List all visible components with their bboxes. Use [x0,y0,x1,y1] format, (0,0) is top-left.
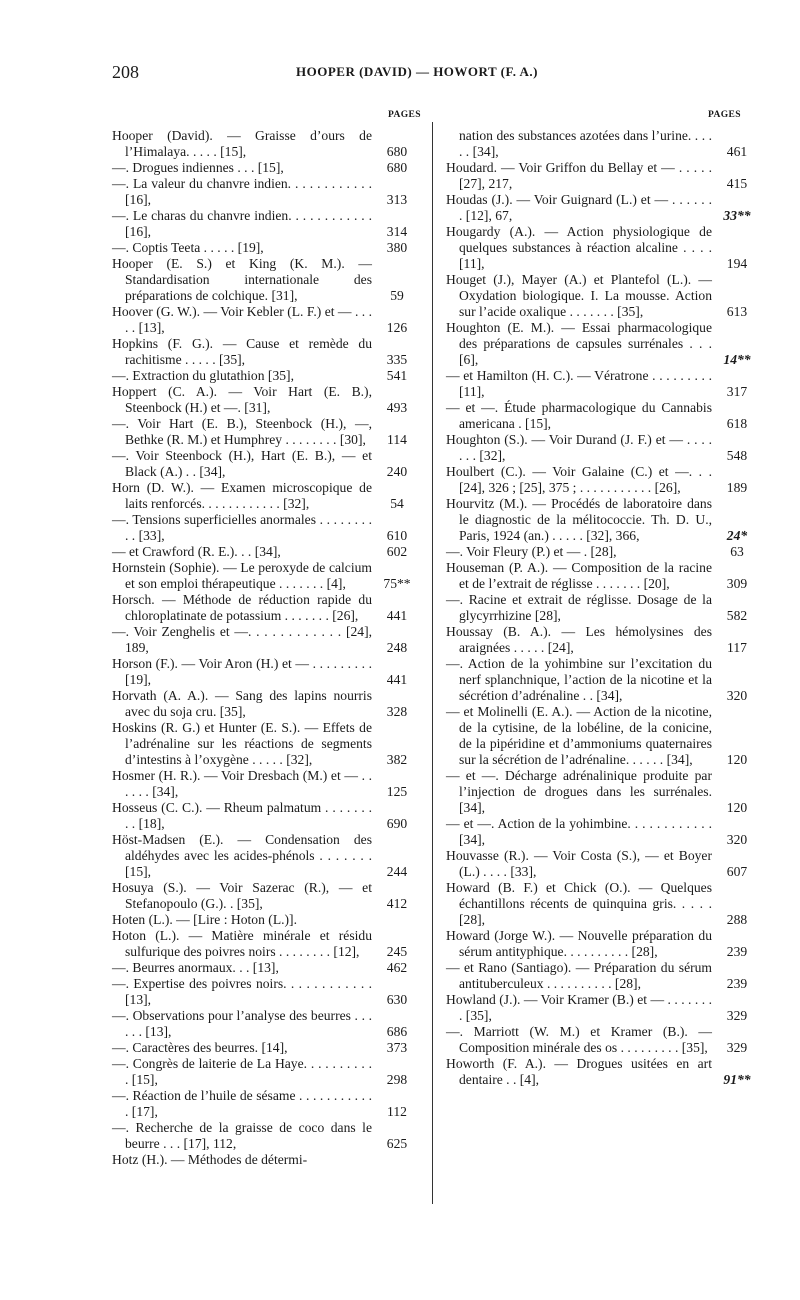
entry-page-ref: 313 [386,192,408,207]
index-entry [112,688,418,720]
entry-page-ref: 112 [387,1104,407,1119]
entry-page-ref: 329 [726,1008,748,1023]
entry-text: —. Coptis Teeta . . . . . [19], [112,240,264,255]
index-entry [112,304,418,336]
index-entry [112,720,418,768]
index-entry [446,880,758,928]
index-entry [446,544,758,560]
column-divider [432,122,433,1204]
entry-text: —. La valeur du chanvre indien. . . . . . . . . . . . [16], [112,176,372,207]
index-entry [112,1056,418,1088]
index-entry [112,1152,418,1168]
index-entry [112,560,418,592]
entry-page-ref: 239 [726,944,748,959]
entry-page-ref: 329 [726,1040,748,1055]
entry-text: — et Crawford (R. E.). . . [34], [112,544,281,559]
index-entry [446,368,758,400]
entry-text: —. Tensions superficielles anormales . . . . . . . . . . [33], [112,512,372,543]
entry-page-ref: 309 [726,576,748,591]
entry-page-ref: 462 [386,960,408,975]
index-entry [446,272,758,320]
entry-text: —. Beurres anormaux. . . [13], [112,960,279,975]
entry-text: Horson (F.). — Voir Aron (H.) et — . . . . . . . . . [19], [112,656,372,687]
entry-text: Howorth (F. A.). — Drogues usitées en art dentaire . . [4], [446,1056,712,1087]
entry-page-ref: 125 [386,784,408,799]
index-entry [112,128,418,160]
entry-page-ref: 189 [726,480,748,495]
entry-text: Howard (B. F.) et Chick (O.). — Quelques échantillons récents de quinquina gris. . . . . [28], [446,880,712,927]
entry-page-ref: 382 [386,752,408,767]
entry-text: Hooper (E. S.) et King (K. M.). — Standardisation internationale des préparations de colchique. [31], [112,256,372,303]
entry-page-ref: 582 [726,608,748,623]
entry-page-ref: 317 [726,384,748,399]
index-entry [446,496,758,544]
entry-text: Houget (J.), Mayer (A.) et Plantefol (L.). — Oxydation biologique. I. La mousse. Action sur l’acide oxalique . . . . . . . [35], [446,272,712,319]
index-entry [112,416,418,448]
index-entry [112,912,418,928]
entry-text: Hoten (L.). — [Lire : Hoton (L.)]. [112,912,297,927]
index-entry [446,704,758,768]
index-entry [446,432,758,464]
entry-text: Hoskins (R. G.) et Hunter (E. S.). — Effets de l’adrénaline sur les réactions de segments d’intestins à l’oxygène . . . . . [32], [112,720,372,767]
index-entry [446,560,758,592]
entry-page-ref: 24* [726,528,748,543]
entry-text: —. Marriott (W. M.) et Kramer (B.). — Composition minérale des os . . . . . . . . . [35], [446,1024,712,1055]
index-entry [112,1120,418,1152]
entry-text: nation des substances azotées dans l’urine. . . . . . [34], [459,128,712,159]
entry-text: Houdas (J.). — Voir Guignard (L.) et — . . . . . . . [12], 67, [446,192,712,223]
entry-page-ref: 690 [386,816,408,831]
entry-text: Houvasse (R.). — Voir Costa (S.), — et Boyer (L.) . . . . [33], [446,848,712,879]
entry-page-ref: 245 [386,944,408,959]
entry-page-ref: 373 [386,1040,408,1055]
entry-text: Houseman (P. A.). — Composition de la racine et de l’extrait de réglisse . . . . . . . [20], [446,560,712,591]
entry-page-ref: 610 [386,528,408,543]
index-entry [112,656,418,688]
index-entry [112,480,418,512]
index-entry [112,800,418,832]
index-entry [112,240,418,256]
index-entry [446,960,758,992]
entry-page-ref: 239 [726,976,748,991]
index-entry [446,160,758,192]
entry-page-ref: 288 [726,912,748,927]
entry-page-ref: 120 [726,752,748,767]
entry-text: Hooper (David). — Graisse d’ours de l’Himalaya. . . . . [15], [112,128,372,159]
index-entry [112,624,418,656]
entry-page-ref: 59 [390,288,404,303]
entry-text: Hornstein (Sophie). — Le peroxyde de calcium et son emploi thérapeutique . . . . . . . [4], [112,560,372,591]
entry-text: —. Expertise des poivres noirs. . . . . . . . . . . . [13], [112,976,372,1007]
index-entry [446,592,758,624]
index-entry [446,192,758,224]
index-entry [446,128,758,160]
index-entry [446,816,758,848]
index-entry [112,592,418,624]
entry-text: — et —. Action de la yohimbine. . . . . . . . . . . . [34], [446,816,712,847]
entry-text: Hotz (H.). — Méthodes de détermi- [112,1152,308,1167]
entry-text: Hosseus (C. C.). — Rheum palmatum . . . . . . . . . [18], [112,800,372,831]
entry-page-ref: 314 [386,224,408,239]
index-entry [112,960,418,976]
entry-text: —. Voir Hart (E. B.), Steenbock (H.), —, Bethke (R. M.) et Humphrey . . . . . . . . [30], [112,416,372,447]
entry-text: Höst-Madsen (E.). — Condensation des aldéhydes avec les acides-phénols . . . . . . . [15], [112,832,372,879]
entry-page-ref: 63 [730,544,744,559]
entry-page-ref: 613 [726,304,748,319]
index-entry [446,928,758,960]
entry-page-ref: 298 [386,1072,408,1087]
entry-text: Houdard. — Voir Griffon du Bellay et — . . . . . [27], 217, [446,160,712,191]
page-header [112,62,722,86]
entry-page-ref: 320 [726,688,748,703]
index-entry [112,880,418,912]
entry-text: —. Extraction du glutathion [35], [112,368,294,383]
entry-page-ref: 607 [726,864,748,879]
entry-text: Horvath (A. A.). — Sang des lapins nourris avec du soja cru. [35], [112,688,372,719]
entry-text: —. Drogues indiennes . . . [15], [112,160,284,175]
index-entry [446,624,758,656]
running-head: HOOPER (DAVID) — HOWORT (F. A.) [296,64,538,79]
entry-page-ref: 630 [386,992,408,1007]
index-entry [112,368,418,384]
entry-text: —. Voir Fleury (P.) et — . [28], [446,544,617,559]
index-entry [112,1008,418,1040]
entry-text: —. Observations pour l’analyse des beurres . . . . . . [13], [112,1008,372,1039]
entry-page-ref: 686 [386,1024,408,1039]
index-entry [112,1088,418,1120]
entry-page-ref: 441 [386,608,408,623]
entry-text: Horn (D. W.). — Examen microscopique de laits renforcés. . . . . . . . . . . . [32], [112,480,372,511]
entry-page-ref: 114 [387,432,407,447]
entry-page-ref: 548 [726,448,748,463]
entry-text: Houlbert (C.). — Voir Galaine (C.) et —. . . [24], 326 ; [25], 375 ; . . . . . . . . . . . [26], [446,464,712,495]
entry-page-ref: 380 [386,240,408,255]
index-entry [112,928,418,960]
entry-page-ref: 441 [386,672,408,687]
entry-text: —. Voir Zenghelis et —. . . . . . . . . . . . [24], 189, [112,624,372,655]
entry-text: —. Le charas du chanvre indien. . . . . . . . . . . . [16], [112,208,372,239]
entry-text: —. Voir Steenbock (H.), Hart (E. B.), — et Black (A.) . . [34], [112,448,372,479]
index-entry [446,848,758,880]
entry-page-ref: 415 [726,176,748,191]
entry-text: Hourvitz (M.). — Procédés de laboratoire dans le diagnostic de la mélitococcie. Th. D. U., Paris, 1924 (an.) . . . . . [32], 366, [446,496,712,543]
index-entry [112,208,418,240]
index-entry [446,224,758,272]
entry-page-ref: 680 [386,144,408,159]
entry-text: — et Rano (Santiago). — Préparation du sérum antituberculeux . . . . . . . . . . [28], [446,960,712,991]
index-entry [112,336,418,368]
entry-page-ref: 75** [383,576,411,591]
index-entry [112,832,418,880]
index-entry [446,1056,758,1088]
index-entry [446,400,758,432]
entry-text: —. Congrès de laiterie de La Haye. . . . . . . . . . . [15], [112,1056,372,1087]
entry-page-ref: 120 [726,800,748,815]
index-entry [446,656,758,704]
entry-page-ref: 328 [386,704,408,719]
page-number: 208 [112,62,139,82]
entry-text: —. Réaction de l’huile de sésame . . . . . . . . . . . . [17], [112,1088,372,1119]
index-entry [446,992,758,1024]
index-entry [112,768,418,800]
entry-page-ref: 14** [723,352,751,367]
index-entry [112,1040,418,1056]
entry-text: — et Molinelli (E. A.). — Action de la nicotine, de la cytisine, de la lobéline, de la conicine, de la pipéridine et d’ammoniums quaternaires sur la sécrétion de l’adrénaline. . . . . . [34], [446,704,712,767]
entry-text: Horsch. — Méthode de réduction rapide du chloroplatinate de potassium . . . . . . . [26], [112,592,372,623]
entry-text: Houghton (E. M.). — Essai pharmacologique des préparations de capsules surrénales . . . [6], [446,320,712,367]
entry-page-ref: 126 [386,320,408,335]
entry-text: Houssay (B. A.). — Les hémolysines des araignées . . . . . [24], [446,624,712,655]
entry-text: — et Hamilton (H. C.). — Vératrone . . . . . . . . . [11], [446,368,712,399]
index-entry [112,976,418,1008]
right-column [446,128,758,1088]
entry-text: Houghton (S.). — Voir Durand (J. F.) et — . . . . . . . [32], [446,432,712,463]
entry-page-ref: 461 [726,144,748,159]
entry-text: Hougardy (A.). — Action physiologique de quelques substances à réaction alcaline . . . . [11], [446,224,712,271]
entry-page-ref: 240 [386,464,408,479]
index-entry [446,768,758,816]
left-column [112,128,418,1168]
entry-text: Hosmer (H. R.). — Voir Dresbach (M.) et — . . . . . . [34], [112,768,372,799]
entry-page-ref: 680 [386,160,408,175]
entry-text: —. Recherche de la graisse de coco dans le beurre . . . [17], 112, [112,1120,372,1151]
entry-text: Hoppert (C. A.). — Voir Hart (E. B.), Steenbock (H.) et —. [31], [112,384,372,415]
entry-text: Hopkins (F. G.). — Cause et remède du rachitisme . . . . . [35], [112,336,372,367]
index-entry [446,1024,758,1056]
entry-page-ref: 412 [386,896,408,911]
entry-page-ref: 541 [386,368,408,383]
entry-page-ref: 602 [386,544,408,559]
entry-page-ref: 335 [386,352,408,367]
entry-page-ref: 625 [386,1136,408,1151]
entry-page-ref: 493 [386,400,408,415]
index-entry [112,448,418,480]
entry-page-ref: 244 [386,864,408,879]
entry-page-ref: 54 [390,496,404,511]
entry-text: —. Action de la yohimbine sur l’excitation du nerf splanchnique, l’action de la nicotine et la sécrétion d’adrénaline . . [34], [446,656,712,703]
entry-text: —. Racine et extrait de réglisse. Dosage de la glycyrrhizine [28], [446,592,712,623]
pages-label-right: PAGES [708,110,741,120]
index-entry [112,512,418,544]
entry-text: Hosuya (S.). — Voir Sazerac (R.), — et Stefanopoulo (G.). . [35], [112,880,372,911]
entry-text: — et —. Étude pharmacologique du Cannabis americana . [15], [446,400,712,431]
index-entry [112,160,418,176]
entry-text: Howard (Jorge W.). — Nouvelle préparation du sérum antityphique. . . . . . . . . . [28], [446,928,712,959]
entry-text: —. Caractères des beurres. [14], [112,1040,288,1055]
index-entry [112,544,418,560]
entry-page-ref: 320 [726,832,748,847]
entry-page-ref: 248 [386,640,408,655]
entry-page-ref: 194 [726,256,748,271]
entry-text: Howland (J.). — Voir Kramer (B.) et — . . . . . . . . [35], [446,992,712,1023]
index-entry [446,320,758,368]
entry-page-ref: 618 [726,416,748,431]
entry-page-ref: 117 [727,640,747,655]
entry-page-ref: 33** [723,208,751,223]
entry-text: Hoton (L.). — Matière minérale et résidu sulfurique des poivres noirs . . . . . . . . [12], [112,928,372,959]
index-entry [112,176,418,208]
index-entry [112,256,418,304]
entry-text: Hoover (G. W.). — Voir Kebler (L. F.) et — . . . . . [13], [112,304,372,335]
entry-text: — et —. Décharge adrénalinique produite par l’injection de drogues dans les surrénales. [34], [446,768,712,815]
pages-label-left: PAGES [388,110,421,120]
index-entry [446,464,758,496]
entry-page-ref: 91** [723,1072,751,1087]
index-entry [112,384,418,416]
